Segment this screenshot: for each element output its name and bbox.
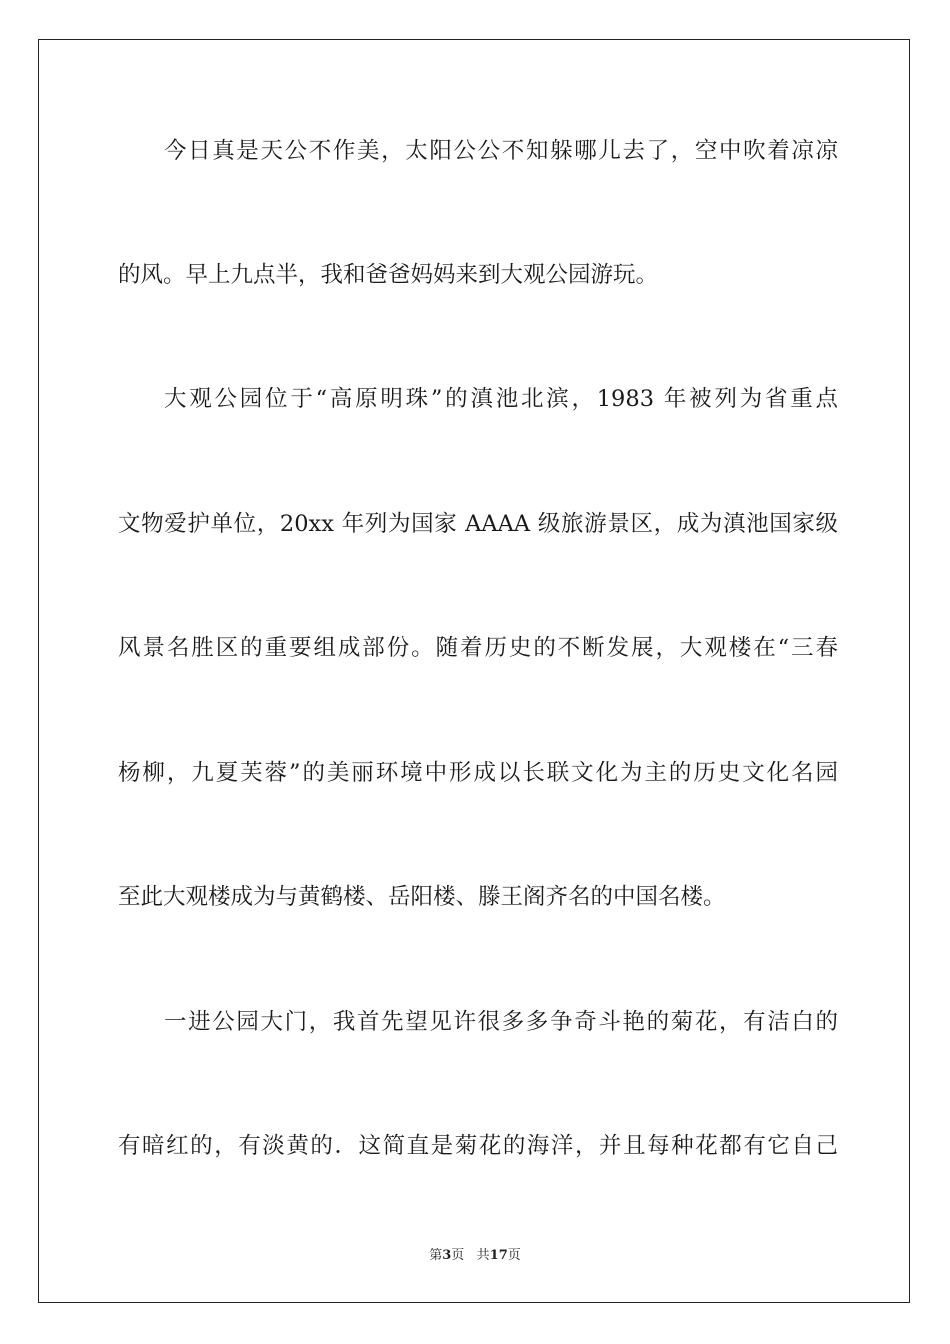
paragraph-2-line-5: 至此大观楼成为与黄鹤楼、岳阳楼、滕王阁齐名的中国名楼。 (118, 884, 726, 910)
page-label-suffix: 页 (451, 1248, 465, 1263)
paragraph-3-line-2: 有暗红的，有淡黄的．这简直是菊花的海洋，并且每种花都有它自己 (118, 1133, 838, 1159)
page-footer (0, 1247, 950, 1265)
paragraph-2-line-2: 文物爱护单位，20xx 年列为国家 AAAA 级旅游景区，成为滇池国家级 (118, 511, 838, 537)
paragraph-1-line-2: 的风。早上九点半，我和爸爸妈妈来到大观公园游玩。 (118, 262, 659, 288)
paragraph-2-line-4: 杨柳，九夏芙蓉”的美丽环境中形成以长联文化为主的历史文化名园 (118, 760, 838, 786)
paragraph-3-line-1: 一进公园大门，我首先望见许很多多争奇斗艳的菊花，有洁白的 (164, 1009, 838, 1035)
total-label-suffix: 页 (507, 1248, 521, 1263)
paragraph-2-line-3: 风景名胜区的重要组成部份。随着历史的不断发展，大观楼在“三春 (118, 635, 838, 661)
page-number: 3 (442, 1248, 452, 1263)
total-label-prefix: 共 (476, 1248, 490, 1263)
page-label-prefix: 第 (429, 1248, 443, 1263)
paragraph-2-line-1: 大观公园位于“高原明珠”的滇池北滨，1983 年被列为省重点 (164, 386, 838, 412)
paragraph-1-line-1: 今日真是天公不作美，太阳公公不知躲哪儿去了，空中吹着凉凉 (164, 138, 838, 164)
total-pages: 17 (489, 1248, 508, 1263)
page-border (38, 39, 910, 1303)
